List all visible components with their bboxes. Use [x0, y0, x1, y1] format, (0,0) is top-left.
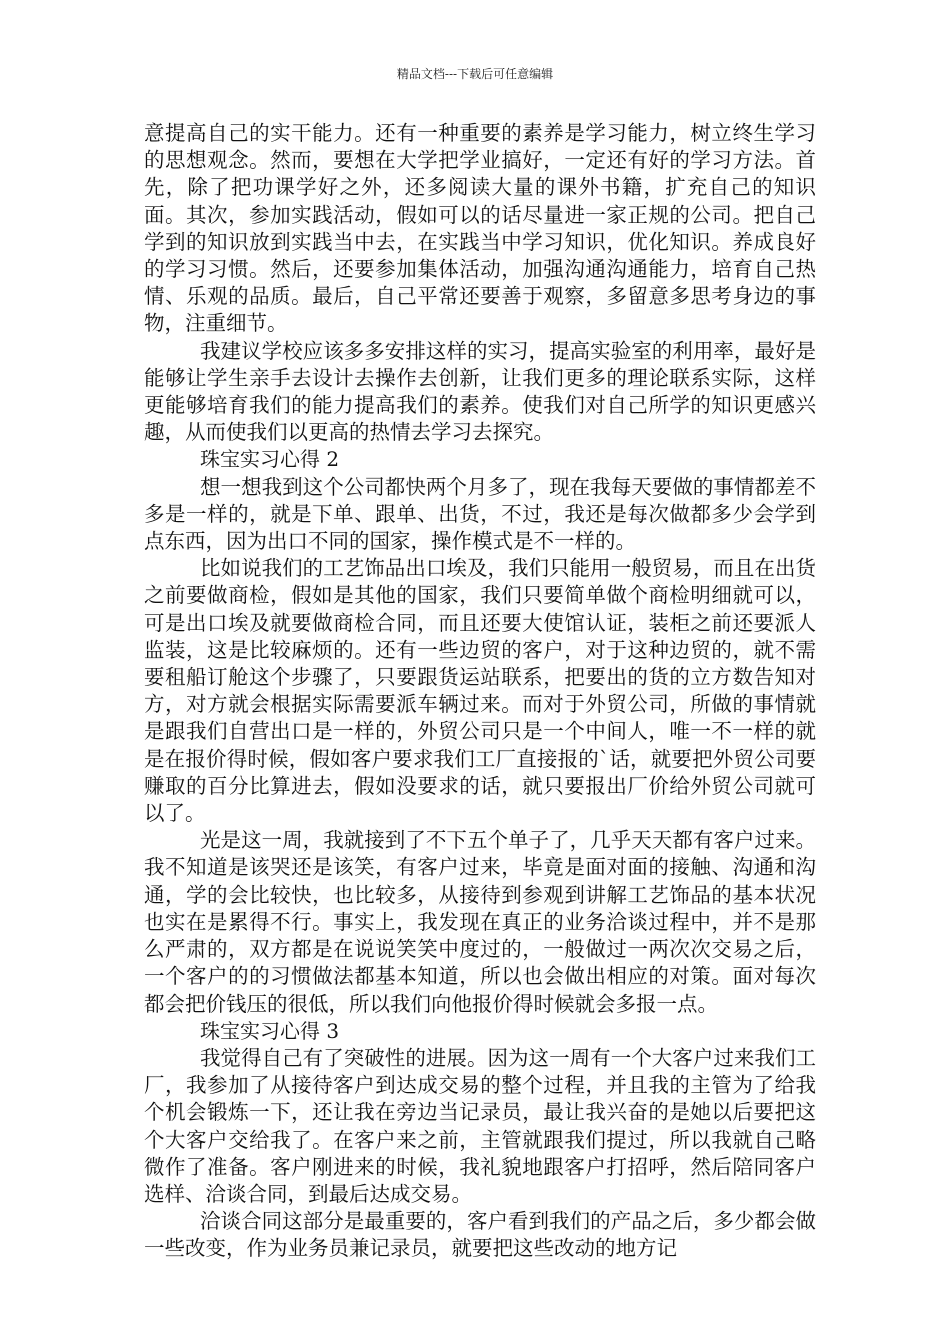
- section-heading: 珠宝实习心得 2: [200, 447, 340, 472]
- section-heading: 珠宝实习心得 3: [200, 1018, 340, 1043]
- paragraph: 我觉得自己有了突破性的进展。因为这一周有一个大客户过来我们工厂，我参加了从接待客户到达成交易的整个过程，并且我的主管为了给我个机会锻炼一下，还让我在旁边当记录员，最让我兴奋的是她以后要把这个大客户交给我了。在客户来之前，主管就跟我们提过，所以我就自己略微作了准备。客户刚进来的时候，我礼貌地跟客户打招呼，然后陪同客户选样、洽谈合同，到最后达成交易。: [144, 1045, 816, 1206]
- paragraph: 比如说我们的工艺饰品出口埃及，我们只能用一般贸易，而且在出货之前要做商检，假如是其他的国家，我们只要简单做个商检明细就可以，可是出口埃及就要做商检合同，而且还要大使馆认证，装柜之前还要派人监装，这是比较麻烦的。还有一些边贸的客户，对于这种边贸的，就不需要租船订舱这个步骤了，只要跟货运站联系，把要出的货的立方数告知对方，对方就会根据实际需要派车辆过来。而对于外贸公司，所做的事情就是跟我们自营出口是一样的，外贸公司只是一个中间人，唯一不一样的就是在报价得时候，假如客户要求我们工厂直接报的`话，就要把外贸公司要赚取的百分比算进去，假如没要求的话，就只要报出厂价给外贸公司就可以了。: [144, 556, 816, 826]
- page-header: 精品文档---下载后可任意编辑: [396, 67, 554, 81]
- paragraph: 洽谈合同这部分是最重要的，客户看到我们的产品之后，多少都会做一些改变，作为业务员兼记录员，就要把这些改动的地方记: [144, 1209, 816, 1261]
- paragraph: 意提高自己的实干能力。还有一种重要的素养是学习能力，树立终生学习的思想观念。然而，要想在大学把学业搞好，一定还有好的学习方法。首先，除了把功课学好之外，还多阅读大量的课外书籍，扩充自己的知识面。其次，参加实践活动，假如可以的话尽量进一家正规的公司。把自己学到的知识放到实践当中去，在实践当中学习知识，优化知识。养成良好的学习习惯。然后，还要参加集体活动，加强沟通沟通能力，培育自己热情、乐观的品质。最后，自己平常还要善于观察，多留意多思考身边的事物，注重细节。: [144, 121, 816, 336]
- paragraph: 想一想我到这个公司都快两个月多了，现在我每天要做的事情都差不多是一样的，就是下单、跟单、出货，不过，我还是每次做都多少会学到点东西，因为出口不同的国家，操作模式是不一样的。: [144, 474, 816, 554]
- paragraph: 光是这一周，我就接到了不下五个单子了，几乎天天都有客户过来。我不知道是该哭还是该笑，有客户过来，毕竟是面对面的接触、沟通和沟通，学的会比较快，也比较多，从接待到参观到讲解工艺饰品的基本状况也实在是累得不行。事实上，我发现在真正的业务洽谈过程中，并不是那么严肃的，双方都是在说说笑笑中度过的，一般做过一两次次交易之后，一个客户的的习惯做法都基本知道，所以也会做出相应的对策。面对每次都会把价钱压的很低，所以我们向他报价得时候就会多报一点。: [144, 828, 816, 1016]
- paragraph: 我建议学校应该多多安排这样的实习，提高实验室的利用率，最好是能够让学生亲手去设计去操作去创新，让我们更多的理论联系实际，这样更能够培育我们的能力提高我们的素养。使我们对自己所学的知识更感兴趣，从而使我们以更高的热情去学习去探究。: [144, 338, 816, 445]
- document-body: [144, 120, 816, 1263]
